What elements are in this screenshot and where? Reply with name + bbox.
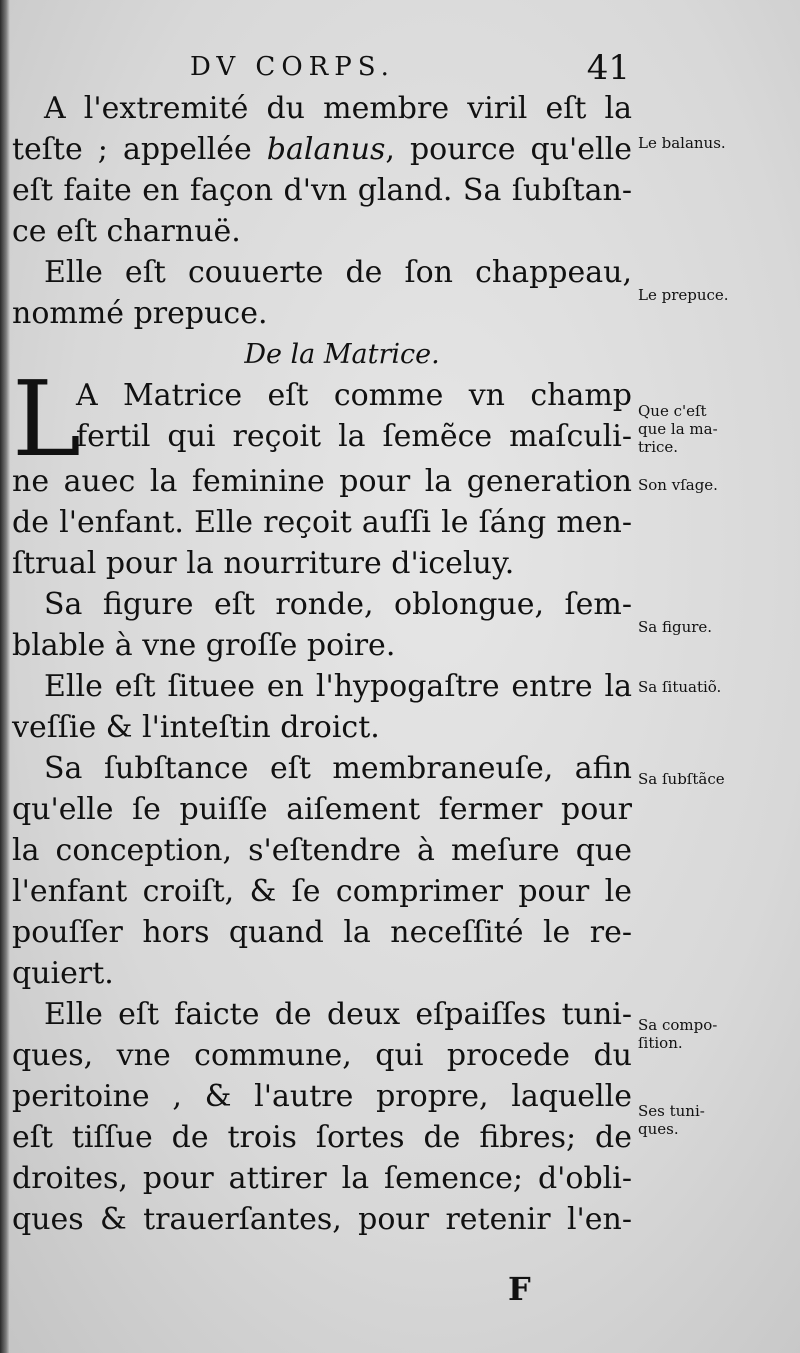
text-line: blable à vne groſſe poire.	[12, 628, 396, 663]
running-head	[190, 48, 630, 92]
text-line	[12, 129, 632, 170]
text-line: Sa figure eſt ronde, oblongue, ſem-	[44, 587, 632, 622]
margin-note: Son vſage.	[638, 476, 718, 494]
margin-note: Le balanus.	[638, 134, 726, 152]
binding-gutter	[0, 0, 10, 1353]
text-line: ce eſt charnuë.	[12, 214, 241, 249]
margin-note: Sa figure.	[638, 618, 713, 636]
margin-note: Sa ſubſtãce	[638, 770, 725, 788]
text-line: qu'elle ſe puiſſe aiſement fermer pour	[12, 792, 632, 827]
text-line: fertil qui reçoit la ſemẽce maſculi-	[76, 419, 632, 454]
text-line: Elle eſt ſituee en l'hypogaſtre entre la	[44, 669, 632, 704]
text-line: A l'extremité du membre viril eſt la	[44, 91, 632, 126]
margin-note: Que c'eſt que la ma- trice.	[638, 402, 718, 456]
margin-note: Sa compo- ſition.	[638, 1016, 718, 1052]
text-line: Sa ſubſtance eſt membraneuſe, afin	[44, 751, 632, 786]
drop-cap: L	[12, 358, 82, 480]
margin-note: Ses tuni- ques.	[638, 1102, 705, 1138]
main-text-block	[12, 88, 632, 1240]
margin-note: Le prepuce.	[638, 286, 729, 304]
text-line: eſt tiſſue de trois ſortes de fibres; de	[12, 1120, 632, 1155]
text-line: l'enfant croiſt, & ſe comprimer pour le	[12, 874, 632, 909]
text-span: , pource qu'elle	[385, 132, 632, 167]
text-line: ques & trauerſantes, pour retenir l'en-	[12, 1202, 632, 1237]
text-line: droites, pour attirer la ſemence; d'obli-	[12, 1161, 632, 1196]
text-line: ne auec la feminine pour la generation	[12, 464, 632, 499]
text-line: quiert.	[12, 956, 114, 991]
running-head-title: DV CORPS.	[190, 52, 395, 82]
text-line: ques, vne commune, qui procede du	[12, 1038, 632, 1073]
text-line: A Matrice eſt comme vn champ	[76, 378, 632, 413]
signature-mark: F	[508, 1270, 531, 1308]
text-span: teſte ; appellée	[12, 132, 252, 167]
text-line: nommé prepuce.	[12, 296, 268, 331]
text-line: pouſſer hors quand la neceſſité le re-	[12, 915, 632, 950]
page-number: 41	[586, 48, 630, 88]
text-line: ſtrual pour la nourriture d'iceluy.	[12, 546, 515, 581]
text-line: eſt faite en façon d'vn gland. Sa ſubſtan-	[12, 173, 632, 208]
text-line: Elle eſt couuerte de ſon chappeau,	[44, 255, 632, 290]
section-heading: De la Matrice.	[244, 339, 440, 370]
text-line: de l'enfant. Elle reçoit auſſi le ſáng men-	[12, 505, 632, 540]
margin-note: Sa ſituatiõ.	[638, 678, 722, 696]
text-line: la conception, s'eſtendre à meſure que	[12, 833, 632, 868]
italic-term: balanus	[266, 132, 386, 167]
dropcap-paragraph	[12, 358, 632, 480]
text-line: peritoine , & l'autre propre, laquelle	[12, 1079, 632, 1114]
text-line: Elle eſt faicte de deux eſpaiſſes tuni-	[44, 997, 632, 1032]
text-line: veſſie & l'inteſtin droict.	[12, 710, 380, 745]
